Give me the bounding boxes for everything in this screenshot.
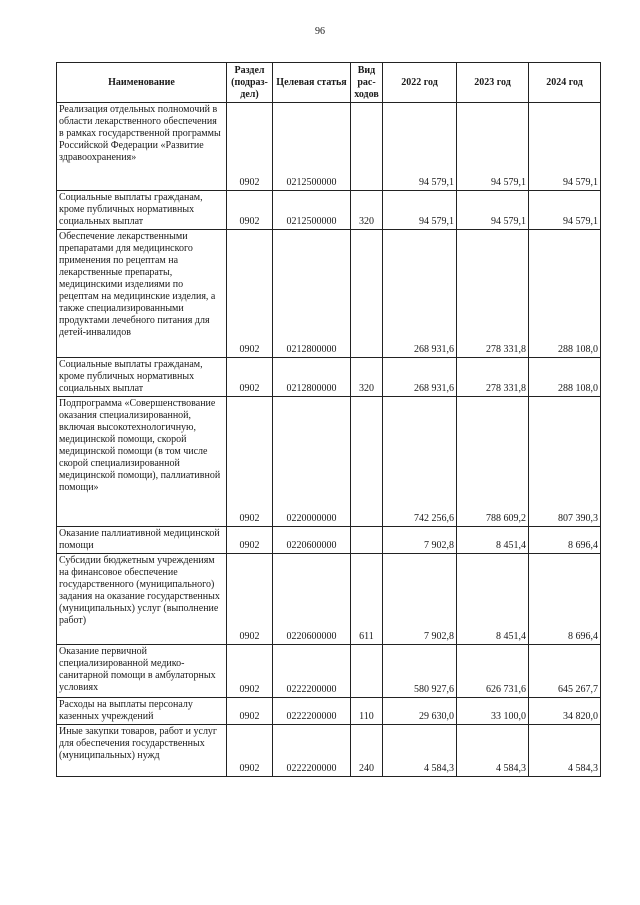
- row-expense-type: 611: [351, 554, 383, 645]
- row-2022: 29 630,0: [383, 698, 457, 725]
- table-row: [57, 397, 601, 527]
- row-2022: 94 579,1: [383, 191, 457, 230]
- header-section: Раздел (подраз-дел): [227, 63, 273, 103]
- table-row: [57, 103, 601, 191]
- row-section: 0902: [227, 725, 273, 777]
- row-section: 0902: [227, 397, 273, 527]
- row-expense-type: [351, 103, 383, 191]
- row-expense-type: 240: [351, 725, 383, 777]
- row-2024: 94 579,1: [529, 191, 601, 230]
- row-2023: 8 451,4: [457, 527, 529, 554]
- row-2023: 33 100,0: [457, 698, 529, 725]
- table-row: [57, 554, 601, 645]
- row-2022: 268 931,6: [383, 230, 457, 358]
- row-target: 0212500000: [273, 191, 351, 230]
- row-2024: 34 820,0: [529, 698, 601, 725]
- page-number: 96: [315, 26, 325, 37]
- row-section: 0902: [227, 191, 273, 230]
- row-target: 0222200000: [273, 725, 351, 777]
- row-expense-type: [351, 645, 383, 698]
- row-2023: 8 451,4: [457, 554, 529, 645]
- header-name: Наименование: [57, 63, 227, 103]
- row-2023: 626 731,6: [457, 645, 529, 698]
- row-2022: 7 902,8: [383, 554, 457, 645]
- row-2023: 94 579,1: [457, 103, 529, 191]
- row-target: 0222200000: [273, 645, 351, 698]
- header-2023: 2023 год: [457, 63, 529, 103]
- row-expense-type: 110: [351, 698, 383, 725]
- row-2024: 288 108,0: [529, 358, 601, 397]
- row-section: 0902: [227, 358, 273, 397]
- row-target: 0220600000: [273, 554, 351, 645]
- budget-table: [56, 62, 601, 777]
- row-name: Подпрограмма «Совершенствование оказания специализированной, включая высокотехнологичную, медицинской помощи, скорой медицинской помощи (в том числе скорой специализированной медицинской помощи), паллиативной помощи»: [57, 397, 227, 527]
- row-target: 0212800000: [273, 358, 351, 397]
- row-2024: 8 696,4: [529, 527, 601, 554]
- row-2023: 278 331,8: [457, 358, 529, 397]
- table-row: [57, 698, 601, 725]
- row-2024: 288 108,0: [529, 230, 601, 358]
- row-2023: 278 331,8: [457, 230, 529, 358]
- header-2024: 2024 год: [529, 63, 601, 103]
- row-2023: 94 579,1: [457, 191, 529, 230]
- row-name: Социальные выплаты гражданам, кроме публичных нормативных социальных выплат: [57, 358, 227, 397]
- row-target: 0212800000: [273, 230, 351, 358]
- header-2022: 2022 год: [383, 63, 457, 103]
- row-2022: 4 584,3: [383, 725, 457, 777]
- row-expense-type: 320: [351, 358, 383, 397]
- row-expense-type: [351, 527, 383, 554]
- row-section: 0902: [227, 230, 273, 358]
- row-name: Обеспечение лекарственными препаратами для медицинского применения по рецептам на лекарственные препараты, медицинскими изделиями по рецептам на медицинские изделия, а также специализированными продуктами лечебного питания для детей-инвалидов: [57, 230, 227, 358]
- row-2022: 268 931,6: [383, 358, 457, 397]
- row-2022: 7 902,8: [383, 527, 457, 554]
- row-name: Оказание паллиативной медицинской помощи: [57, 527, 227, 554]
- row-2023: 4 584,3: [457, 725, 529, 777]
- header-row: [57, 63, 601, 103]
- row-target: 0220600000: [273, 527, 351, 554]
- row-2024: 94 579,1: [529, 103, 601, 191]
- table-row: [57, 725, 601, 777]
- row-name: Реализация отдельных полномочий в области лекарственного обеспечения в рамках государственной программы Российской Федерации «Развитие здравоохранения»: [57, 103, 227, 191]
- row-section: 0902: [227, 698, 273, 725]
- header-expense-type: Вид рас-ходов: [351, 63, 383, 103]
- table-row: [57, 358, 601, 397]
- row-2022: 94 579,1: [383, 103, 457, 191]
- row-target: 0222200000: [273, 698, 351, 725]
- row-target: 0220000000: [273, 397, 351, 527]
- row-section: 0902: [227, 103, 273, 191]
- table-row: [57, 191, 601, 230]
- row-expense-type: 320: [351, 191, 383, 230]
- table-row: [57, 645, 601, 698]
- row-2022: 742 256,6: [383, 397, 457, 527]
- row-2024: 8 696,4: [529, 554, 601, 645]
- header-target: Целевая статья: [273, 63, 351, 103]
- row-target: 0212500000: [273, 103, 351, 191]
- row-expense-type: [351, 230, 383, 358]
- row-2024: 807 390,3: [529, 397, 601, 527]
- row-2024: 645 267,7: [529, 645, 601, 698]
- row-section: 0902: [227, 527, 273, 554]
- row-section: 0902: [227, 645, 273, 698]
- row-name: Расходы на выплаты персоналу казенных учреждений: [57, 698, 227, 725]
- row-name: Субсидии бюджетным учреждениям на финансовое обеспечение государственного (муниципального) задания на оказание государственных (муниципальных) услуг (выполнение работ): [57, 554, 227, 645]
- table-row: [57, 230, 601, 358]
- row-2024: 4 584,3: [529, 725, 601, 777]
- row-expense-type: [351, 397, 383, 527]
- row-section: 0902: [227, 554, 273, 645]
- row-name: Иные закупки товаров, работ и услуг для обеспечения государственных (муниципальных) нужд: [57, 725, 227, 777]
- row-2023: 788 609,2: [457, 397, 529, 527]
- row-name: Социальные выплаты гражданам, кроме публичных нормативных социальных выплат: [57, 191, 227, 230]
- row-name: Оказание первичной специализированной медико-санитарной помощи в амбулаторных условиях: [57, 645, 227, 698]
- row-2022: 580 927,6: [383, 645, 457, 698]
- table-row: [57, 527, 601, 554]
